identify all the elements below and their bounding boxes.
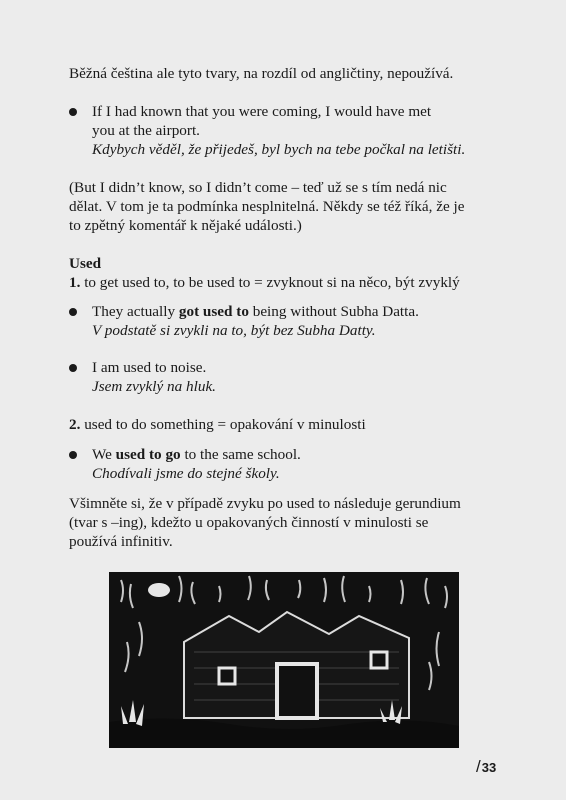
example-translation: Kdybych věděl, že přijedeš, byl bych na tebe počkal na letišti. — [92, 141, 466, 158]
text-run: to the same school. — [180, 446, 301, 463]
bold-phrase: got used to — [178, 303, 249, 320]
closing-line: (tvar s –ing), kdežto u opakovaných činností v minulosti se — [69, 514, 429, 531]
example-translation: Jsem zvyklý na hluk. — [92, 378, 216, 395]
example-sentence: I am used to noise. — [92, 359, 207, 376]
closing-line: používá infinitiv. — [69, 533, 173, 550]
example-sentence: If I had known that you were coming, I would have met — [92, 103, 432, 120]
text-run: They actually — [92, 303, 179, 320]
point-number: 2. — [69, 416, 81, 433]
note-line: to zpětný komentář k nějaké události.) — [69, 217, 302, 234]
example-sentence — [92, 445, 301, 464]
numbered-point-1 — [69, 273, 460, 292]
bullet-icon — [69, 108, 77, 116]
page-number-value: 33 — [481, 760, 497, 775]
example-sentence — [92, 302, 419, 321]
example-translation: V podstatě si zvykli na to, být bez Subha Datty. — [92, 322, 376, 339]
closing-line: Všimněte si, že v případě zvyku po used to následuje gerundium — [69, 495, 461, 512]
example-translation: Chodívali jsme do stejné školy. — [92, 465, 280, 482]
bullet-icon — [69, 364, 77, 372]
note-line: (But I didn’t know, so I didn’t come – teď už se s tím nedá nic — [69, 179, 447, 196]
numbered-point-2 — [69, 415, 366, 434]
bold-phrase: used to go — [115, 446, 181, 463]
section-heading: Used — [69, 255, 102, 272]
point-text: used to do something = opakování v minulosti — [80, 416, 366, 433]
example-sentence: you at the airport. — [92, 122, 200, 139]
text-run: being without Subha Datta. — [248, 303, 419, 320]
page-number-slash: / — [476, 757, 481, 776]
page-number — [476, 757, 496, 777]
text-run: We — [92, 446, 116, 463]
bullet-icon — [69, 451, 77, 459]
note-line: dělat. V tom je ta podmínka nesplnitelná. Někdy se též říká, že je — [69, 198, 465, 215]
point-text: to get used to, to be used to = zvyknout si na něco, být zvyklý — [80, 274, 460, 291]
bullet-icon — [69, 308, 77, 316]
point-number: 1. — [69, 274, 81, 291]
intro-paragraph: Běžná čeština ale tyto tvary, na rozdíl od angličtiny, nepoužívá. — [69, 65, 454, 82]
moon-shape — [148, 583, 170, 597]
woodcut-house-illustration — [109, 572, 459, 748]
